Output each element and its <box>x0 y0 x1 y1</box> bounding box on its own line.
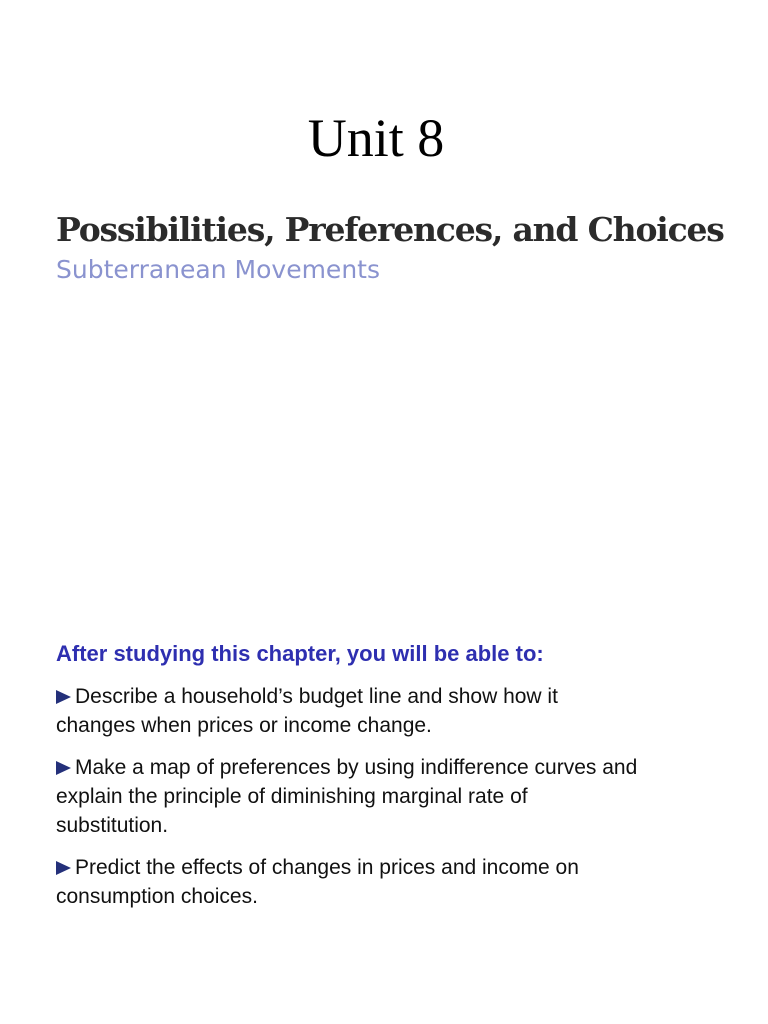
objective-item-preferences <box>56 753 756 840</box>
triangle-bullet-icon <box>56 690 71 704</box>
objective-text: changes when prices or income change. <box>56 714 432 737</box>
chapter-subtitle: Subterranean Movements <box>56 255 380 284</box>
objectives-list <box>56 682 756 924</box>
triangle-bullet-icon <box>56 761 71 775</box>
objectives-heading: After studying this chapter, you will be able to: <box>56 641 544 666</box>
objective-item-predict-effects <box>56 853 756 911</box>
objective-text: Predict the effects of changes in prices and income on <box>75 856 579 879</box>
objective-text: consumption choices. <box>56 885 258 908</box>
objective-text: substitution. <box>56 814 169 837</box>
objective-text: Make a map of preferences by using indifference curves and <box>75 756 638 779</box>
unit-title: Unit 8 <box>307 108 445 168</box>
objective-item-budget-line <box>56 682 756 740</box>
chapter-title: Possibilities, Preferences, and Choices <box>56 210 724 249</box>
objective-text: Describe a household’s budget line and show how it <box>75 685 558 708</box>
triangle-bullet-icon <box>56 861 71 875</box>
objective-text: explain the principle of diminishing marginal rate of <box>56 785 528 808</box>
